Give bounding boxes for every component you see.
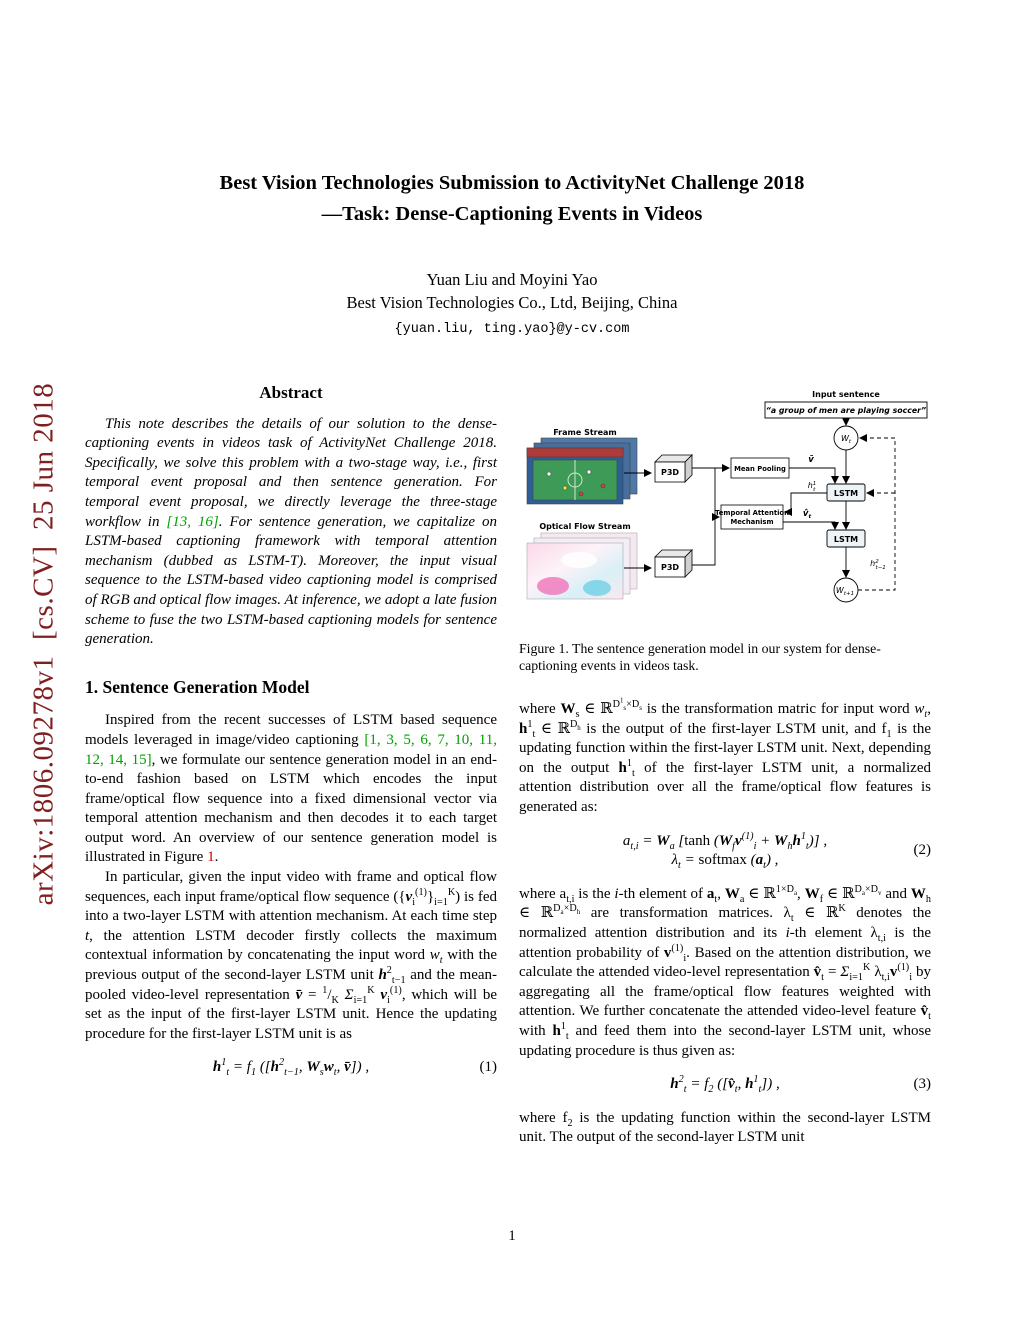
equation-2 (519, 832, 931, 871)
equation-2-number: (2) (913, 842, 931, 859)
svg-text:Mechanism: Mechanism (730, 518, 774, 526)
figure-1-caption: Figure 1. The sentence generation model in our system for dense-captioning events in videos task. (519, 641, 881, 673)
equation-3 (519, 1075, 931, 1095)
p3d-box-optical (655, 550, 692, 577)
abstract-text: This note describes the details of our solution to the dense-captioning events in videos task of ActivityNet Challenge 2018. Specifically, we solve this problem with a two-stage way, i.e., first temporal event proposal and then sentence generation. For temporal event proposal, we directly leverage the three-stage workflow in [13, 16]. For sentence generation, we capitalize on LSTM-based captioning framework with temporal attention mechanism (dubbed as LSTM-T). Moreover, the input visual sequence to the LSTM-based video captioning model is comprised of RGB and optical flow images. At inference, we adopt a late fusion scheme to fuse the two LSTM-based captioning models for sentence generation. (85, 415, 497, 648)
figure-1-diagram (519, 388, 931, 628)
solid-arrows (624, 418, 846, 577)
figure-1 (519, 388, 931, 674)
svg-text:LSTM: LSTM (833, 489, 859, 498)
svg-text:Wt: $W_t$ (840, 434, 852, 445)
section-1-paragraph-1: Inspired from the recent successes of LSTM based sequence models leveraged in image/video captioning [1, 3, 5, 6, 7, 10, 11, 12, 14, 15], we formulate our sentence generation model in an end-to-end fashion based on LSTM which encodes the input frame/optical flow sequence into a fixed dimensional vector via temporal attention mechanism and then decodes it to each target output word. An overview of our sentence generation model is illustrated in Figure 1. (85, 712, 498, 866)
author-names: Yuan Liu and Moyini Yao (426, 270, 598, 289)
svg-text:P3D: P3D (660, 468, 680, 477)
optical-flow-stream-label: Optical Flow Stream (539, 522, 631, 531)
equation-1-number: (1) (479, 1059, 497, 1076)
frame-thumbnail-front (527, 448, 623, 504)
author-block (0, 268, 1024, 341)
svg-text:LSTM: LSTM (833, 535, 859, 544)
equation-1-body: $h^1_t = f_1$ ([$h^2_{t-1}$, $W_sw_t$, v̄]) , (212, 1057, 370, 1079)
section-1-paragraph-2: In particular, given the input video with frame and optical flow sequences, each input frame/optical flow sequence $(\{v_i^{(1)}\}_{i=1}^K)$ is fed into a two-layer LSTM with attention mechanism. At each time step t, the attention LSTM decoder firstly collects the maximum contextual information by concatenating the input word $w_t$ with the previous output of the second-layer LSTM unit $h^2_{t-1}$ and the mean-pooled video-level representation v̄ = $^1/_K$ $\Sigma_{i=1}^K$ $v_i^{(1)}$, which will be set as the input of the first-layer LSTM unit. Hence the updating procedure for the first-layer LSTM unit is as (85, 869, 498, 1042)
vhat-label: $v̂_t$ (802, 509, 812, 520)
paragraph-after-eq2: where $a_{t,i}$ is the i-th element of $a_t$, $W_a$ ∈ ℝ$^{1\times D_a}$, $W_f$ ∈ ℝ$^{D_a\times D_v}$ and $W_h$ ∈ ℝ$^{D_a\times D_h}$ are transformation matrices. $\lambda_t$ ∈ ℝ$^K$ denotes the normalized attention distribution and its i-th element $\lambda_{t,i}$ is the attention probability of $v^{(1)}_i$. Based on the attention distribution, we calculate the attended video-level representation $v̂_t = \Sigma_{i=1}^K$ $\lambda_{t,i}v^{(1)}_i$ by aggregating all the frame/optical flow features weighted with attention. We further concatenate the attended video-level feature $v̂_t$ with $h^1_t$ and feed them into the second-layer LSTM unit, whose updating procedure is thus given as: (519, 883, 932, 1059)
section-1-heading: 1. Sentence Generation Model (85, 676, 310, 697)
mean-pooling-box (731, 458, 789, 478)
paragraph-after-eq1: where $W_s$ ∈ ℝ$^{D^1_s\times D_s}$ is the transformation matric for input word $w_t$, $h^1_t$ ∈ ℝ$^{D_h}$ is the output of the first-layer LSTM unit, and $f_1$ is the updating function within the first-layer LSTM unit. Next, depending on the output $h^1_t$ of the first-layer LSTM unit, a normalized attention distribution over all the frame/optical flow features is generated as: (519, 697, 931, 815)
equation-2-body: $a_{t,i} = W_a$ [tanh $(W_fv^{(1)}_i + W_hh^1_t)$] , $\lambda_t$ = softmax $(a_t)$ , (622, 830, 828, 872)
paper-title (0, 168, 1024, 230)
page-number: 1 (508, 1228, 516, 1244)
vbar-label: v̄ (808, 455, 814, 465)
temporal-attention-box (715, 505, 789, 529)
p3d-box-frame (655, 455, 692, 482)
word-wt1-node (834, 578, 858, 602)
frame-stream-label: Frame Stream (553, 428, 617, 437)
lstm-box-2 (827, 530, 865, 547)
input-sentence-text: “a group of men are playing soccer” (765, 406, 927, 415)
right-column (519, 388, 931, 1148)
svg-text:Mean Pooling: Mean Pooling (734, 465, 786, 473)
abstract-heading: Abstract (259, 383, 323, 402)
left-column (85, 383, 497, 1092)
arxiv-watermark: arXiv:1806.09278v1 [cs.CV] 25 Jun 2018 (27, 382, 60, 906)
h1-label: $h^1$ t (807, 481, 817, 493)
equation-3-body: $h^2_t = f_2$ ([$v̂_t$, $h^1_t$]) , (670, 1074, 780, 1096)
lstm-box-1 (827, 484, 865, 501)
email-address: {yuan.liu, ting.yao}@y-cv.com (394, 322, 630, 337)
h2-label: $h^2$ t−1 (870, 559, 886, 571)
input-sentence-label: Input sentence (812, 390, 880, 399)
svg-text:Temporal Attention: Temporal Attention (715, 509, 789, 517)
optical-flow-thumbnails (527, 533, 637, 599)
paper-title-line-1: Best Vision Technologies Submission to ActivityNet Challenge 2018 (219, 172, 805, 194)
optical-flow-thumbnail-front (527, 543, 623, 599)
paragraph-after-eq3: where $f_2$ is the updating function within the second-layer LSTM unit. The output of the second-layer LSTM unit (519, 1109, 931, 1146)
equation-3-number: (3) (913, 1076, 931, 1093)
affiliation: Best Vision Technologies Co., Ltd, Beijing, China (346, 293, 678, 312)
svg-text:P3D: P3D (660, 563, 680, 572)
equation-1 (85, 1058, 497, 1078)
frame-stream-thumbnails (527, 438, 637, 504)
paper-title-line-2: —Task: Dense-Captioning Events in Videos (321, 203, 703, 225)
svg-text:Wt+1: $W_{t+1}$ (835, 586, 855, 597)
word-wt-node (834, 426, 858, 450)
